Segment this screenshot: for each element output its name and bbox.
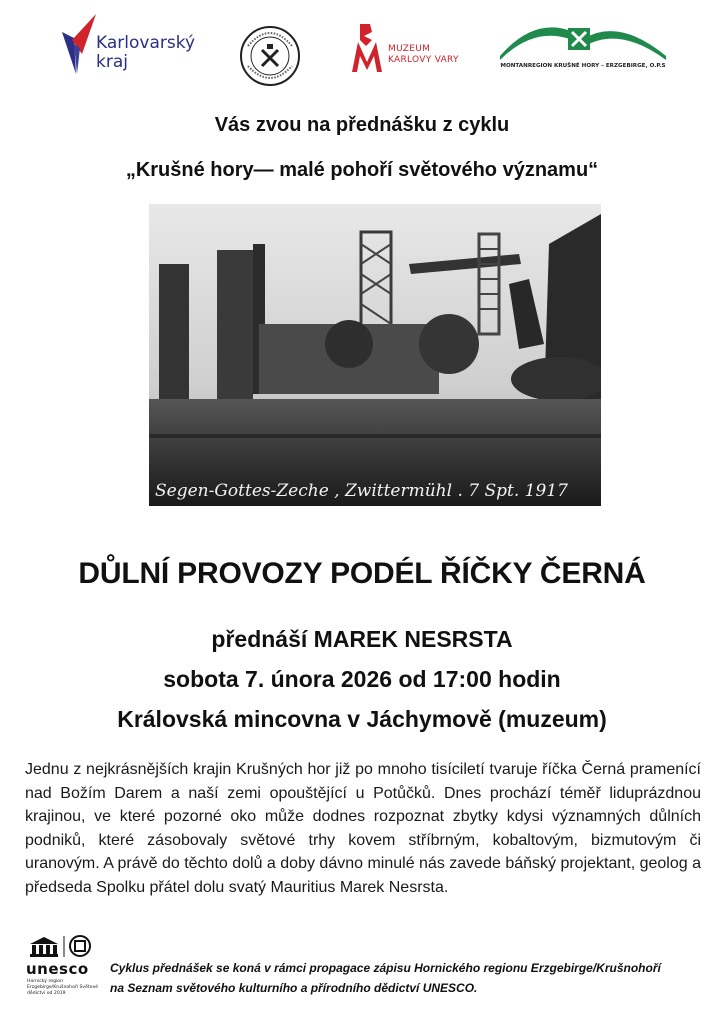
muzeum-line2: KARLOVY VARY xyxy=(388,55,459,65)
unesco-wordmark: unesco xyxy=(26,960,89,978)
karlovarsky-kraj-logo xyxy=(60,14,210,80)
montanregion-logo xyxy=(500,16,666,76)
date-line: sobota 7. února 2026 od 17:00 hodin xyxy=(163,666,561,692)
unesco-temple-icon xyxy=(26,934,96,958)
muzeum-line1: MUZEUM xyxy=(388,44,431,54)
invite-line: Vás zvou na přednášku z cyklu xyxy=(214,114,510,136)
unesco-small-text: Hornický region Erzgebirge/Krušnohoří Světové dědictví od 2019 xyxy=(27,979,99,996)
photo-caption: Segen-Gottes-Zeche , Zwittermühl . 7 Spt. 1917 xyxy=(155,481,568,501)
footer-note xyxy=(110,958,700,998)
karlovarsky-line1: Karlovarský xyxy=(96,33,196,53)
karlovarsky-line2: kraj xyxy=(96,52,128,72)
unesco-logo xyxy=(26,934,106,1004)
muzeum-karlovy-vary-logo xyxy=(350,22,470,78)
muzeum-lion-icon xyxy=(350,22,384,74)
karlovarsky-swoosh-icon xyxy=(60,14,100,78)
montanregion-text: MONTANREGION KRUŠNÉ HORY – ERZGEBIRGE, O.P.S xyxy=(500,63,666,69)
spolek-seal-icon xyxy=(238,24,302,88)
lecture-title: DŮLNÍ PROVOZY PODÉL ŘÍČKY ČERNÁ xyxy=(78,557,646,590)
mountains-icon xyxy=(500,16,666,62)
footer-line2: na Seznam světového kulturního a přírodního dědictví UNESCO. xyxy=(110,981,478,995)
cycle-title: „Krušné hory— malé pohoří světového významu“ xyxy=(125,159,599,181)
footer-line1: Cyklus přednášek se koná v rámci propagace zápisu Hornického regionu Erzgebirge/Krušnohoří xyxy=(110,961,661,975)
historic-mine-photo xyxy=(149,204,601,506)
spolek-seal-logo xyxy=(238,24,302,88)
mine-photo-image xyxy=(149,204,601,506)
lecturer-line: přednáší MAREK NESRSTA xyxy=(211,626,513,652)
description-paragraph: Jednu z nejkrásnějších krajin Krušných hor již po mnoho tisíciletí tvaruje říčka Černá pramenící nad Božím Darem a naší zemi opouštějící u Potůčků. Dnes prochází téměř liduprázdnou krajinou, ve které pozorné oko může dodnes rozpoznat zbytky kdysi významných důlních podniků, které zásobovaly světové trhy kovem stříbrným, kobaltovým, bizmutovým či uranovým. A právě do těchto dolů a doby dávno minulé nás zavede báňský projektant, geolog a předseda Spolku přátel dolu svatý Mauritius Marek Nesrsta. xyxy=(25,761,701,896)
place-line: Královská mincovna v Jáchymově (muzeum) xyxy=(117,706,607,732)
